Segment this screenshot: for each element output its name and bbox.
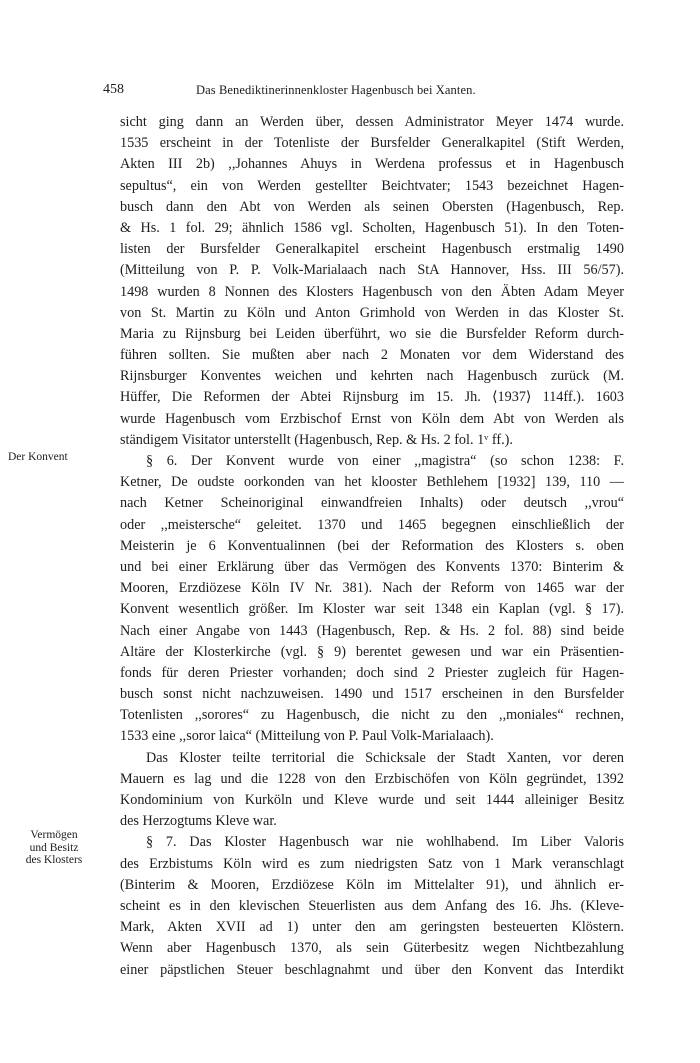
text-line: des Erzbistums Köln wird es zum niedrigsten Satz von 1 Mark veranschlagt: [120, 855, 624, 872]
text-line: Kondominium von Kurköln und Kleve wurde und seit 1444 alleiniger Besitz: [120, 792, 624, 808]
text-line: Mauern es lag und die 1228 von den Erzbischöfen von Köln gegründet, 1392: [120, 770, 624, 787]
text-line: Hüffer, Die Reformen der Abtei Rijnsburg im 15. Jh. ⟨1937⟩ 114ff.). 1603: [120, 389, 624, 406]
text-line: sepultus“, ein von Werden gestellter Beichtvater; 1543 bezeichnet Hagen-: [120, 177, 624, 194]
text-line: Mark, Akten XVII ad 1) unter den am geringsten besteuerten Klöstern.: [120, 919, 624, 936]
text-line: wurde Hagenbusch vom Erzbischof Ernst von Köln dem Abt von Werden als: [120, 410, 624, 427]
body-text: [120, 112, 624, 981]
text-line: sicht ging dann an Werden über, dessen Administrator Meyer 1474 wurde.: [120, 114, 624, 130]
text-line: & Hs. 1 fol. 29; ähnlich 1586 vgl. Scholten, Hagenbusch 51). In den Toten-: [120, 219, 624, 236]
margin-note-line: des Klosters: [25, 854, 83, 866]
text-line: Rijnsburger Konventes weichen und kehrten nach Hagenbusch zurück (M.: [120, 368, 624, 385]
text-line: Meisterin je 6 Konventualinnen (bei der Reformation des Klosters s. oben: [120, 537, 624, 554]
text-line: Ketner, De oudste oorkonden van het klooster Bethlehem [1932] 139, 110 —: [120, 474, 624, 491]
text-line: von St. Martin zu Köln und Anton Grimhold von Werden in das Kloster St.: [120, 304, 624, 321]
text-line: des Herzogtums Kleve war.: [120, 813, 277, 830]
text-line: busch dann den Abt von Werden als seinen Obersten (Hagenbusch, Rep.: [120, 198, 624, 215]
text-line: und bei einer Erklärung über das Vermögen des Konvents 1370: Binterim &: [120, 558, 624, 575]
text-line: fonds für deren Priester vorhanden; doch sind 2 Priester zugleich für Hagen-: [120, 664, 624, 681]
margin-note-line: Vermögen: [30, 829, 78, 841]
running-title: Das Benediktinerinnenkloster Hagenbusch bei Xanten.: [196, 83, 476, 97]
text-line: 1498 wurden 8 Nonnen des Klosters Hagenbusch von den Äbten Adam Meyer: [120, 283, 624, 300]
text-line: listen der Bursfelder Generalkapitel erscheint Hagenbusch erstmalig 1490: [120, 241, 624, 258]
margin-note-konvent: Der Konvent: [8, 451, 68, 463]
paragraph-6-start: § 6. Der Konvent wurde von einer ,,magistra“ (so schon 1238: F.: [146, 453, 624, 469]
text-line: Maria zu Rijnsburg bei Leiden überführt, wo sie die Bursfelder Reform durch-: [120, 325, 624, 342]
text-line: 1535 erscheint in der Totenliste der Bursfelder Generalkapitel (Stift Werden,: [120, 135, 624, 152]
text-line: Nach einer Angabe von 1443 (Hagenbusch, Rep. & Hs. 2 fol. 88) sind beide: [120, 622, 624, 639]
paragraph-7-start: § 7. Das Kloster Hagenbusch war nie wohlhabend. Im Liber Valoris: [146, 834, 624, 851]
text-line: 1533 eine ,,soror laica“ (Mitteilung von P. Paul Volk-Marialaach).: [120, 728, 494, 745]
text-line: einer päpstlichen Steuer beschlagnahmt und über den Konvent das Interdikt: [120, 961, 624, 978]
text-line: ständigem Visitator unterstellt (Hagenbusch, Rep. & Hs. 2 fol. 1ᵛ ff.).: [120, 431, 513, 448]
text-line: Akten III 2b) ,,Johannes Ahuys in Werdena professus et in Hagenbusch: [120, 156, 624, 173]
paragraph-xanten-start: Das Kloster teilte territorial die Schicksale der Stadt Xanten, vor deren: [146, 749, 624, 766]
text-line: busch sonst nicht nachzuweisen. 1490 und 1517 erscheinen in den Bursfelder: [120, 686, 624, 703]
text-line: scheint es in den klevischen Steuerlisten aus dem Anfang des 16. Jhs. (Kleve-: [120, 897, 624, 914]
running-header: [103, 80, 623, 100]
text-line: Totenlisten ,,sorores“ zu Hagenbusch, die nicht zu den ,,moniales“ rechnen,: [120, 707, 624, 724]
text-line: Wenn aber Hagenbusch 1370, als sein Güterbesitz wegen Nichtbezahlung: [120, 940, 624, 957]
text-line: Altäre der Klosterkirche (vgl. § 9) berentet gewesen und war ein Präsentien-: [120, 643, 624, 660]
text-line: nach Ketner Scheinoriginal einwandfreien Inhalts) oder deutsch ,,vrou“: [120, 495, 624, 512]
text-line: Konvent wesentlich größer. Im Kloster war seit 1348 ein Kaplan (vgl. § 17).: [120, 601, 624, 618]
margin-note-line: und Besitz: [29, 841, 79, 854]
text-line: Mooren, Erzdiözese Köln IV Nr. 381). Nach der Reform von 1465 war der: [120, 580, 624, 597]
text-line: (Mitteilung von P. P. Volk-Marialaach nach StA Hannover, Hss. III 56/57).: [120, 262, 624, 279]
page-number: 458: [103, 82, 124, 97]
text-line: (Binterim & Mooren, Erzdiözese Köln im Mittelalter 91), und ähnlich er-: [120, 876, 624, 893]
text-line: oder ,,meistersche“ geleitet. 1370 und 1465 begegnen einschließlich der: [120, 516, 624, 533]
text-line: führen sollten. Sie mußten aber nach 2 Monaten vor dem Widerstand des: [120, 347, 624, 364]
margin-note-vermoegen: [14, 829, 94, 867]
